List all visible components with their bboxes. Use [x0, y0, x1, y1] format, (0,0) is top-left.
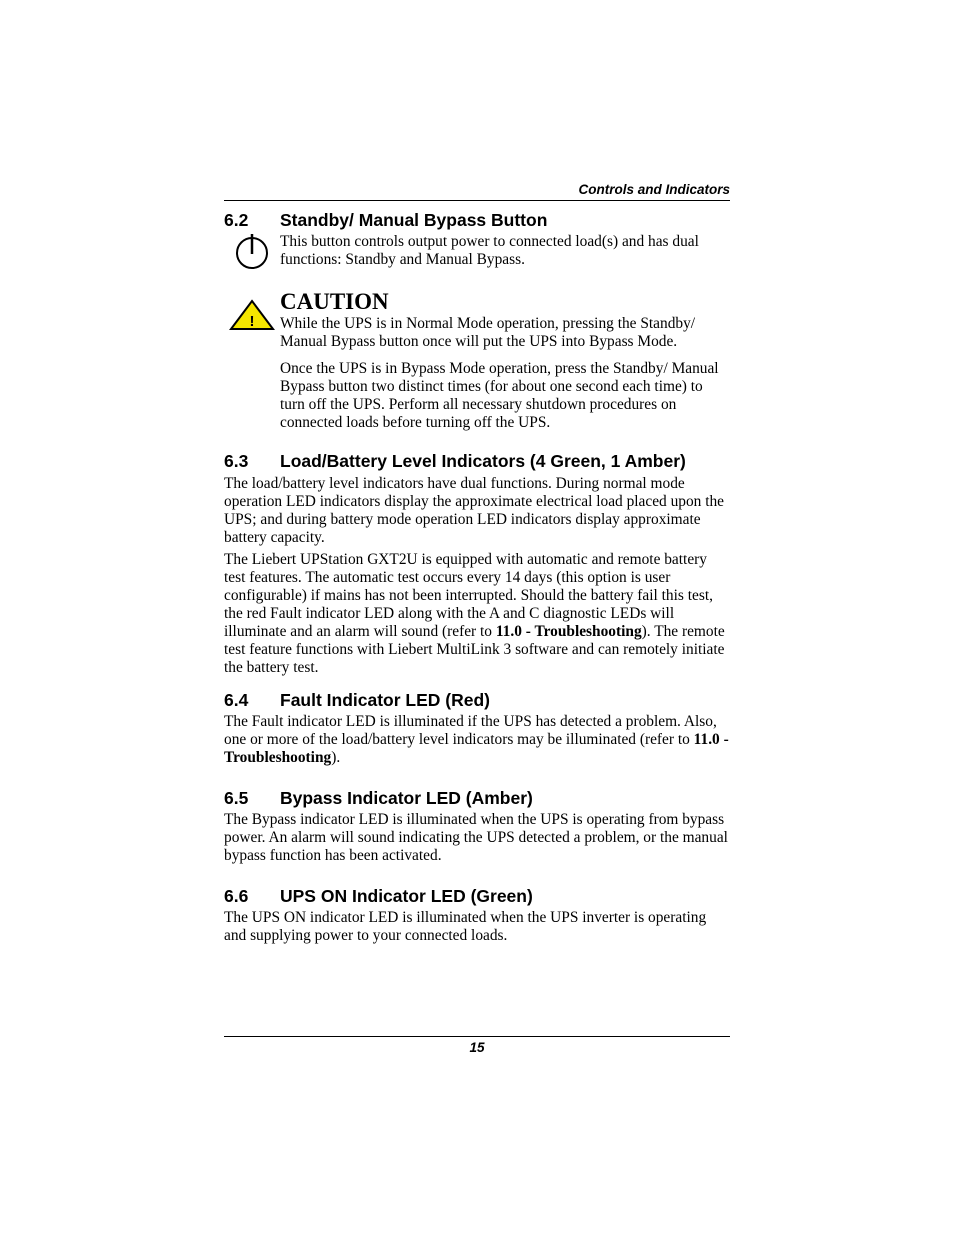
svg-text:!: !	[249, 313, 255, 330]
section-number: 6.5	[224, 788, 249, 808]
caution-title: CAUTION	[280, 289, 389, 314]
section-title: Load/Battery Level Indicators (4 Green, 1 Amber)	[280, 451, 686, 471]
section-paragraph: The Fault indicator LED is illuminated if the UPS has detected a problem. Also, one or more of the load/battery level indicators may be illuminated (refer to 11.0 - Troubleshooting).	[224, 713, 729, 766]
page-footer	[224, 1036, 730, 1056]
caution-block	[224, 289, 730, 432]
section-heading-6-3	[224, 450, 730, 472]
section-paragraph: The Bypass indicator LED is illuminated when the UPS is operating from bypass power. An alarm will sound indicating the UPS detected a problem, or the manual bypass function has been activated.	[224, 811, 728, 864]
section-heading-6-4	[224, 689, 730, 711]
section-paragraph: The Liebert UPStation GXT2U is equipped with automatic and remote battery test features. The automatic test occurs every 14 days (this option is user configurable) if mains has not been interrupted. Should the battery fail this test, the red Fault indicator LED along with the A and C diagnostic LEDs will illuminate and an alarm will sound (refer to 11.0 - Troubleshooting). The remote test feature functions with Liebert MultiLink 3 software and can remotely initiate the battery test.	[224, 551, 725, 676]
section-heading-6-6	[224, 885, 730, 907]
section-heading-6-5	[224, 787, 730, 809]
section-number: 6.3	[224, 451, 249, 471]
section-number: 6.6	[224, 886, 249, 906]
section-title: Bypass Indicator LED (Amber)	[280, 788, 533, 808]
page-number: 15	[469, 1040, 485, 1055]
section-title: Fault Indicator LED (Red)	[280, 690, 490, 710]
section-paragraph: The UPS ON indicator LED is illuminated when the UPS inverter is operating and supplying power to your connected loads.	[224, 909, 707, 944]
section-title: Standby/ Manual Bypass Button	[280, 210, 548, 230]
section-number: 6.2	[224, 210, 249, 230]
caution-paragraph-2: Once the UPS is in Bypass Mode operation, press the Standby/ Manual Bypass button two distinct times (for about one second each time) to turn off the UPS. Perform all necessary shutdown procedures on connected loads before turning off the UPS.	[280, 360, 719, 431]
caution-paragraph-1: While the UPS is in Normal Mode operation, pressing the Standby/ Manual Bypass button once will put the UPS into Bypass Mode.	[280, 315, 696, 350]
troubleshooting-reference: 11.0 - Troubleshooting	[224, 731, 729, 766]
section-body: This button controls output power to connected load(s) and has dual functions: Standby and Manual Bypass.	[280, 233, 699, 268]
section-paragraph: The load/battery level indicators have dual functions. During normal mode operation LED indicators display the approximate electrical load placed upon the UPS; and during battery mode operation LED indicators display approximate battery capacity.	[224, 475, 725, 546]
standby-description	[224, 233, 730, 269]
section-title: UPS ON Indicator LED (Green)	[280, 886, 533, 906]
section-number: 6.4	[224, 690, 249, 710]
troubleshooting-reference: 11.0 - Troubleshooting	[495, 623, 642, 640]
power-standby-icon	[224, 234, 280, 270]
running-header: Controls and Indicators	[224, 182, 730, 201]
warning-triangle-icon	[224, 299, 280, 331]
page-content	[224, 182, 730, 945]
section-heading-6-2	[224, 209, 730, 231]
